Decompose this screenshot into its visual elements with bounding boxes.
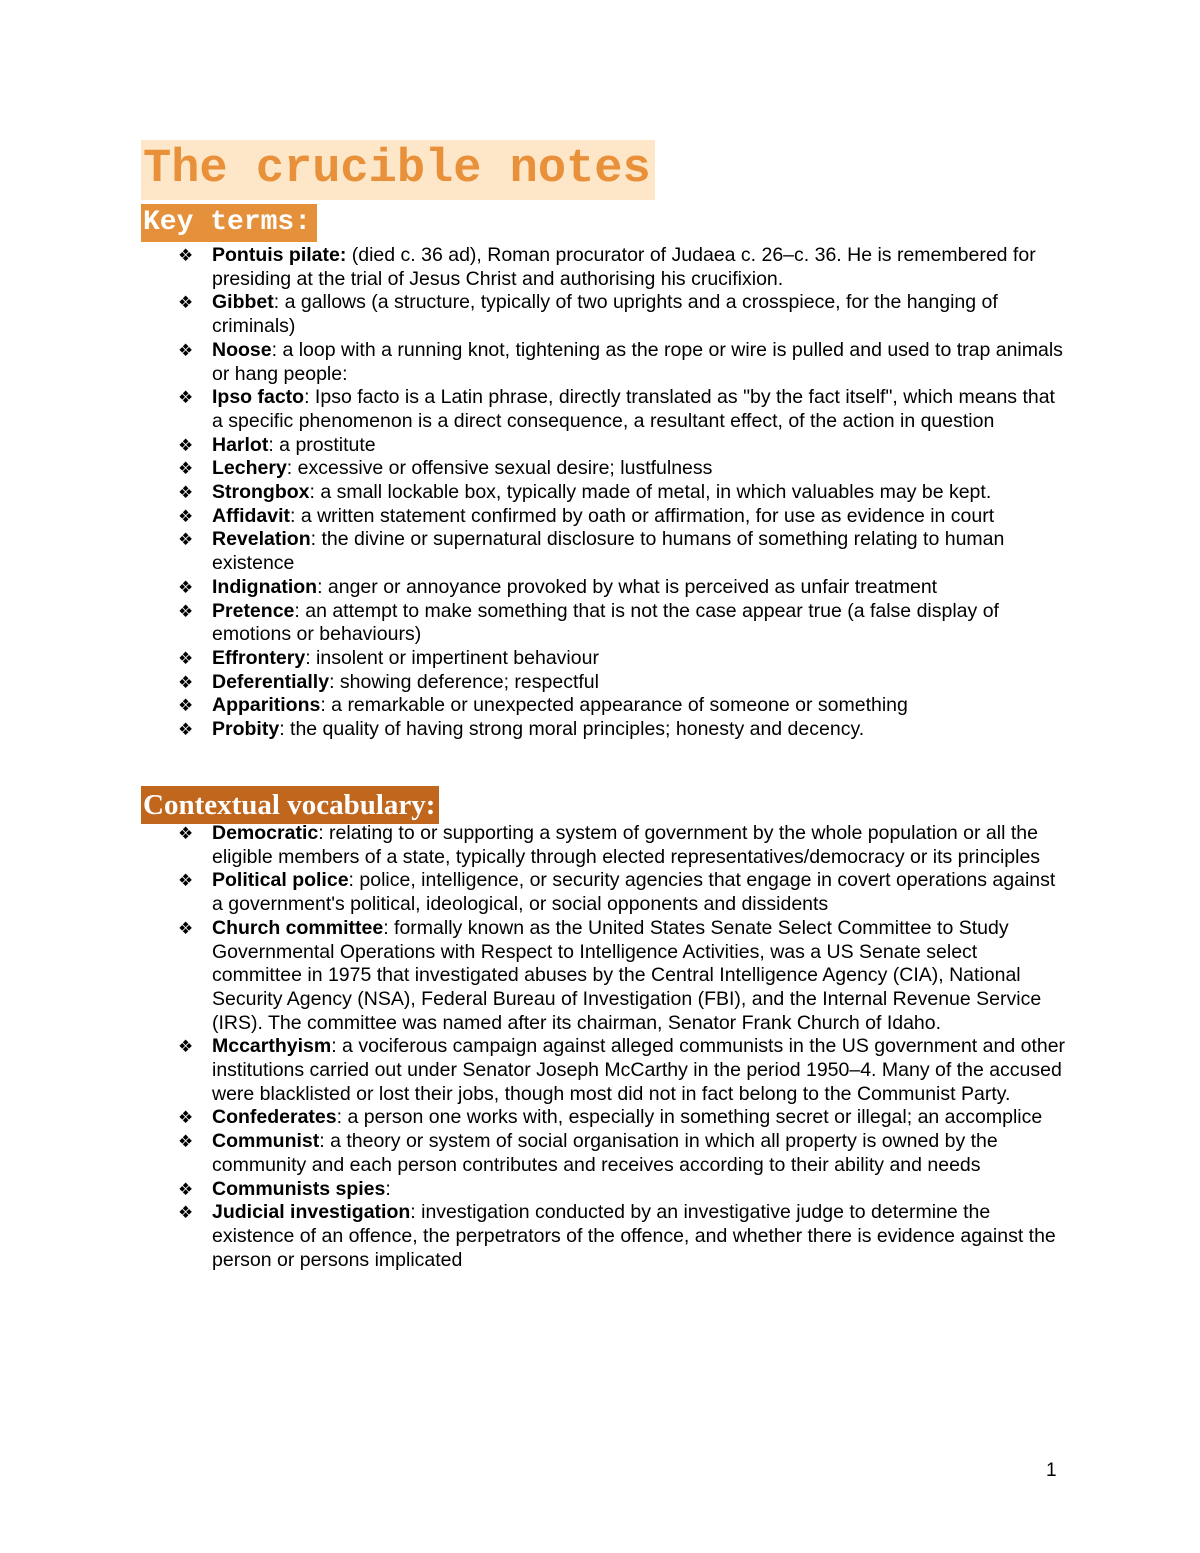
term-label: Judicial investigation (212, 1201, 411, 1224)
page-number: 1 (1046, 1460, 1057, 1481)
term-label: Confederates (212, 1106, 337, 1129)
term-definition: : the divine or supernatural disclosure to humans of something relating to human existence (212, 528, 1005, 575)
diamond-bullet-icon: ❖ (178, 918, 194, 938)
contextual-vocabulary-heading: Contextual vocabulary: (141, 786, 439, 824)
list-item (178, 647, 1066, 671)
term-label: Communist (212, 1130, 320, 1153)
diamond-bullet-icon: ❖ (178, 1179, 194, 1199)
diamond-bullet-icon: ❖ (178, 246, 194, 265)
term-label: Indignation (212, 575, 318, 598)
term-label: Gibbet (212, 291, 274, 314)
term-label: Mccarthyism (212, 1035, 332, 1058)
term-definition: : anger or annoyance provoked by what is perceived as unfair treatment (317, 575, 938, 598)
list-item (178, 869, 1066, 916)
term-label: Strongbox (212, 481, 310, 504)
term-definition: : a vociferous campaign against alleged communists in the US government and other institutions carried out under Senator Joseph McCarthy in the period 1950–4. Many of the accused were blacklisted or lost their jobs, though most did not in fact belong to the Communist Party. (212, 1035, 1066, 1105)
term-definition: : a prostitute (268, 433, 376, 456)
term-definition: : a theory or system of social organisation in which all property is owned by the community and each person contributes and receives according to their ability and needs (212, 1130, 998, 1176)
diamond-bullet-icon: ❖ (178, 388, 194, 408)
term-definition: : a loop with a running knot, tightening as the rope or wire is pulled and used to trap animals or hang people: (212, 338, 1063, 385)
list-item (178, 671, 1066, 695)
contextual-vocabulary-list (178, 822, 1066, 1272)
diamond-bullet-icon: ❖ (178, 824, 194, 843)
list-item (178, 917, 1066, 1036)
term-label: Church committee (212, 916, 384, 939)
term-label: Pontuis pilate: (212, 244, 347, 266)
diamond-bullet-icon: ❖ (178, 1203, 194, 1223)
list-item (178, 481, 1066, 505)
diamond-bullet-icon: ❖ (178, 1037, 194, 1057)
term-label: Democratic (212, 822, 319, 844)
key-terms-list (178, 244, 1066, 742)
list-item (178, 1178, 1066, 1202)
list-item (178, 339, 1066, 386)
list-item (178, 576, 1066, 600)
list-item (178, 457, 1066, 481)
diamond-bullet-icon: ❖ (178, 672, 194, 692)
diamond-bullet-icon: ❖ (178, 483, 194, 503)
term-label: Noose (212, 338, 272, 361)
diamond-bullet-icon: ❖ (178, 648, 194, 668)
term-definition: (died c. 36 ad), Roman procurator of Judaea c. 26–c. 36. He is remembered for presiding at the trial of Jesus Christ and authorising his crucifixion. (212, 244, 1036, 290)
term-label: Apparitions (212, 694, 321, 717)
term-label: Affidavit (212, 504, 290, 527)
list-item (178, 528, 1066, 575)
diamond-bullet-icon: ❖ (178, 459, 194, 479)
term-label: Communists spies (212, 1177, 386, 1200)
diamond-bullet-icon: ❖ (178, 293, 194, 313)
list-item (178, 694, 1066, 718)
term-definition: : police, intelligence, or security agencies that engage in covert operations against a government's political, ideological, or social opponents and dissidents (212, 869, 1056, 916)
list-item (178, 1106, 1066, 1130)
diamond-bullet-icon: ❖ (178, 1132, 194, 1152)
term-label: Deferentially (212, 670, 330, 693)
term-definition: : an attempt to make something that is not the case appear true (a false display of emotions or behaviours) (212, 599, 999, 646)
term-definition: : the quality of having strong moral principles; honesty and decency. (279, 718, 865, 741)
term-definition: : relating to or supporting a system of government by the whole population or all the eligible members of a state, typically through elected representatives/democracy or its principles (212, 822, 1041, 868)
diamond-bullet-icon: ❖ (178, 435, 194, 455)
list-item (178, 386, 1066, 433)
term-definition: : investigation conducted by an investigative judge to determine the existence of an offence, the perpetrators of the offence, and whether there is evidence against the person or persons implicated (212, 1201, 1056, 1271)
term-definition: : a gallows (a structure, typically of two uprights and a crosspiece, for the hanging of criminals) (212, 291, 998, 338)
term-label: Political police (212, 869, 349, 892)
term-definition: : a remarkable or unexpected appearance of someone or something (320, 694, 908, 717)
list-item (178, 1035, 1066, 1106)
term-definition: : a small lockable box, typically made of metal, in which valuables may be kept. (309, 481, 992, 504)
diamond-bullet-icon: ❖ (178, 530, 194, 550)
term-definition: : a written statement confirmed by oath or affirmation, for use as evidence in court (290, 504, 995, 527)
diamond-bullet-icon: ❖ (178, 696, 194, 716)
list-item (178, 1130, 1066, 1177)
list-item (178, 822, 1066, 869)
term-label: Probity (212, 718, 280, 741)
term-label: Harlot (212, 433, 269, 456)
list-item (178, 600, 1066, 647)
list-item (178, 505, 1066, 529)
list-item (178, 434, 1066, 458)
diamond-bullet-icon: ❖ (178, 720, 194, 740)
list-item (178, 718, 1066, 742)
diamond-bullet-icon: ❖ (178, 871, 194, 891)
term-definition: : a person one works with, especially in something secret or illegal; an accomplice (336, 1106, 1043, 1129)
diamond-bullet-icon: ❖ (178, 601, 194, 621)
term-label: Revelation (212, 528, 311, 551)
term-definition: : Ipso facto is a Latin phrase, directly translated as "by the fact itself", which means that a specific phenomenon is a direct consequence, a resultant effect, of the action in question (212, 386, 1055, 432)
term-definition: : formally known as the United States Senate Select Committee to Study Governmental Operations with Respect to Intelligence Activities, was a US Senate select committee in 1975 that investigated abuses by the Central Intelligence Agency (CIA), National Security Agency (NSA), Federal Bureau of Investigation (FBI), and the Internal Revenue Service (IRS). The committee was named after its chairman, Senator Frank Church of Idaho. (212, 916, 1042, 1034)
list-item (178, 244, 1066, 291)
term-label: Effrontery (212, 646, 306, 669)
term-label: Lechery (212, 457, 287, 480)
key-terms-heading: Key terms: (141, 204, 317, 242)
term-label: Pretence (212, 599, 295, 622)
term-definition: : excessive or offensive sexual desire; lustfulness (286, 457, 713, 480)
document-title: The crucible notes (141, 140, 655, 200)
term-definition: : (385, 1177, 391, 1200)
diamond-bullet-icon: ❖ (178, 1108, 194, 1128)
term-definition: : showing deference; respectful (329, 670, 599, 693)
term-definition: : insolent or impertinent behaviour (305, 646, 599, 669)
term-label: Ipso facto (212, 386, 305, 409)
diamond-bullet-icon: ❖ (178, 577, 194, 597)
diamond-bullet-icon: ❖ (178, 506, 194, 526)
list-item (178, 1201, 1066, 1272)
list-item (178, 291, 1066, 338)
diamond-bullet-icon: ❖ (178, 340, 194, 360)
